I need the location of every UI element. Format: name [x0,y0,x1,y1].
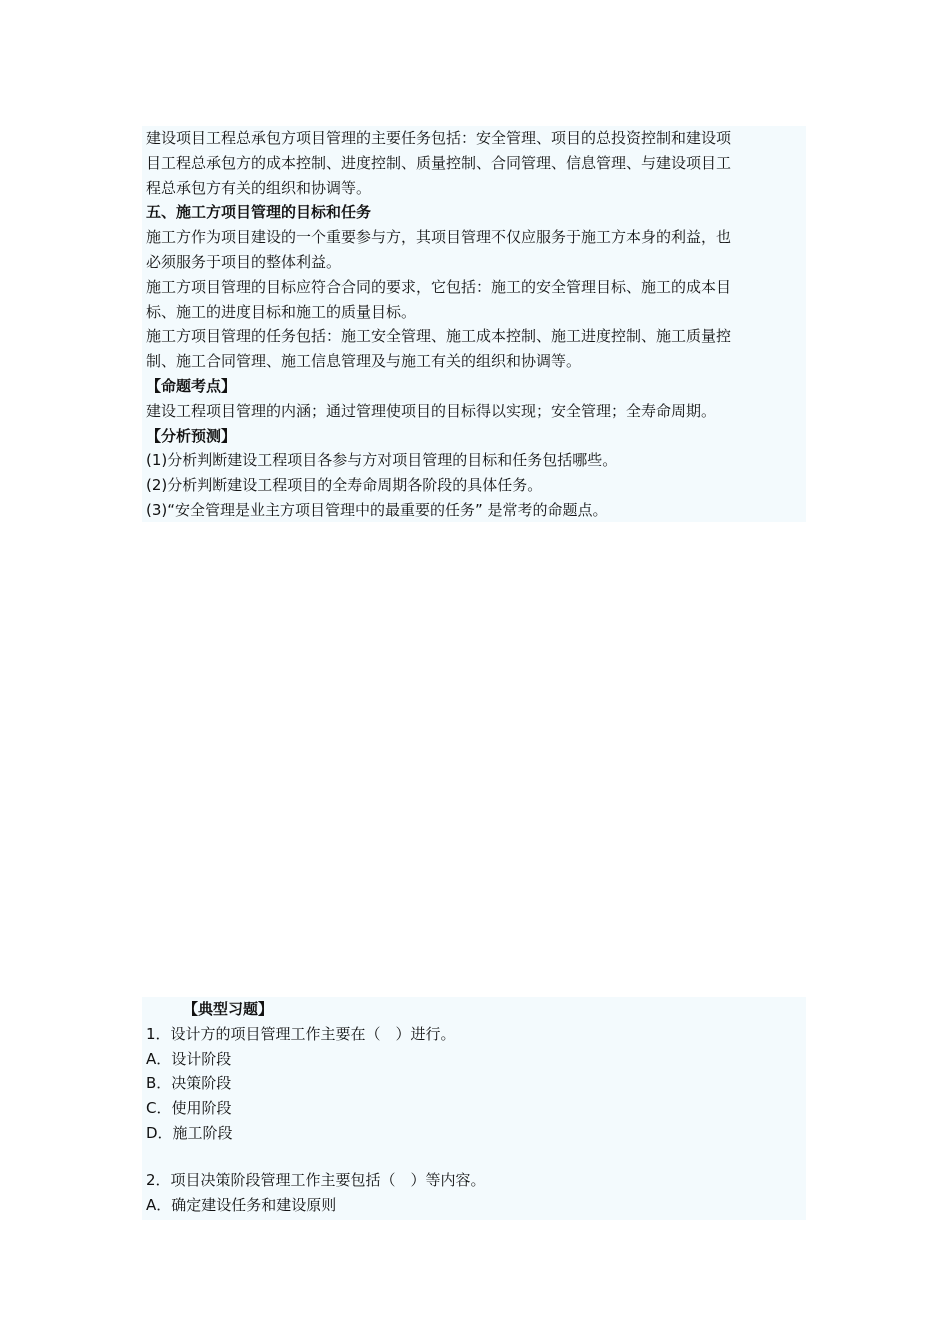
spacer [146,1146,802,1168]
paragraph-line: 目工程总承包方的成本控制、进度控制、质量控制、合同管理、信息管理、与建设项目工 [146,153,732,172]
question-2-option-a: A．确定建设任务和建设原则 [146,1195,337,1214]
section-heading: 五、施工方项目管理的目标和任务 [146,203,372,222]
paragraph-line: 制、施工合同管理、施工信息管理及与施工有关的组织和协调等。 [146,352,582,371]
heading-mingti-kaodian: 【命题考点】 [146,376,237,395]
yuce-item: (3)“安全管理是业主方项目管理中的最重要的任务” 是常考的命题点。 [146,500,608,519]
question-1: 1．设计方的项目管理工作主要在（ ）进行。 [146,1024,456,1043]
heading-dianxing-xiti: 【典型习题】 [183,1000,274,1018]
question-1-option-d: D．施工阶段 [146,1123,233,1142]
yuce-item: (2)分析判断建设工程项目的全寿命周期各阶段的具体任务。 [146,476,543,495]
paragraph-line: 建设项目工程总承包方项目管理的主要任务包括：安全管理、项目的总投资控制和建设项 [146,129,732,147]
paragraph-line: 施工方作为项目建设的一个重要参与方，其项目管理不仅应服务于施工方本身的利益，也 [146,228,732,247]
heading-fenxi-yuce: 【分析预测】 [146,426,237,445]
paragraph-line: 施工方项目管理的目标应符合合同的要求，它包括：施工的安全管理目标、施工的成本目 [146,277,732,296]
question-1-option-a: A．设计阶段 [146,1049,232,1068]
content-block-top [142,126,806,522]
question-1-option-c: C．使用阶段 [146,1099,232,1118]
question-2: 2．项目决策阶段管理工作主要包括（ ）等内容。 [146,1170,486,1189]
kaodian-text: 建设工程项目管理的内涵；通过管理使项目的目标得以实现；安全管理；全寿命周期。 [146,401,717,420]
content-block-exercises [142,997,806,1220]
paragraph-line: 施工方项目管理的任务包括：施工安全管理、施工成本控制、施工进度控制、施工质量控 [146,327,732,346]
paragraph-line: 程总承包方有关的组织和协调等。 [146,178,372,197]
yuce-item: (1)分析判断建设工程项目各参与方对项目管理的目标和任务包括哪些。 [146,451,618,470]
paragraph-line: 标、施工的进度目标和施工的质量目标。 [146,302,417,321]
question-1-option-b: B．决策阶段 [146,1074,232,1093]
paragraph-line: 必须服务于项目的整体利益。 [146,252,342,271]
